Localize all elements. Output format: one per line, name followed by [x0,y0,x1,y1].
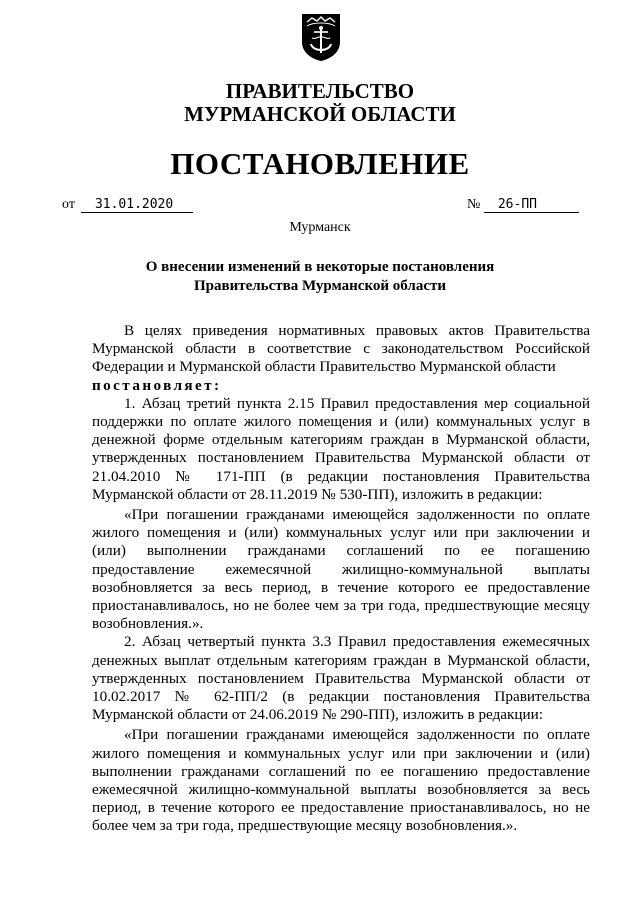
number-value: 26-ПП [484,197,579,213]
date-value: 31.01.2020 [81,197,193,213]
government-name-line2: МУРМАНСКОЙ ОБЛАСТИ [184,102,456,126]
document-type: ПОСТАНОВЛЕНИЕ [170,146,470,181]
document-subject [0,258,640,296]
intro-paragraph [92,322,590,395]
quote-2: «При погашении гражданами имеющейся задолженности по оплате жилого помещения и коммунальных услуг или при заключении и (или) выполнении гражданами соглашений по ее погашению предоставление ежемесячной жилищно-коммунальной выплаты возобновляется за весь период, в течение которого ее предоставление приостанавливалось, но не более чем за три года, предшествующие месяцу возобновления.». [92,726,590,835]
subject-line1: О внесении изменений в некоторые постановления [145,259,495,275]
subject-line2: Правительства Мурманской области [193,278,447,294]
item-2: 2. Абзац четвертый пункта 3.3 Правил предоставления ежемесячных денежных выплат отдельным категориям граждан в Мурманской области, утвержденных постановлением Правительства Мурманской области от 10.02.2017 № 62-ПП/2 (в редакции постановления Правительства Мурманской области от 24.06.2019 № 290-ПП), изложить в редакции: [92,633,590,724]
document-number [467,197,579,213]
item-1: 1. Абзац третий пункта 2.15 Правил предоставления мер социальной поддержки по оплате жилого помещения и (или) коммунальных услуг в денежной форме отдельным категориям граждан в Мурманской области, утвержденных постановлением Правительства Мурманской области от 21.04.2010 № 171-ПП (в редакции постановления Правительства Мурманской области от 28.11.2019 № 530-ПП), изложить в редакции: [92,394,590,503]
date-label: от [62,197,75,212]
document-body [92,322,590,836]
coat-of-arms-icon [299,10,343,62]
intro-text: В целях приведения нормативных правовых актов Правительства Мурманской области в соответствие с законодательством Российской Федерации и Мурманской области Правительство Мурманской области [92,322,590,376]
number-label: № [467,197,481,212]
government-name-line1: ПРАВИТЕЛЬСТВО [225,79,415,103]
quote-1: «При погашении гражданами имеющейся задолженности по оплате жилого помещения и (или) коммунальных услуг или при заключении и (или) выполнении гражданами соглашений по ее погашению предоставление ежемесячной жилищно-коммунальной выплаты возобновляется за весь период, в течение которого ее предоставление приостанавливалось, но не более чем за три года, предшествующие месяцу возобновления.». [92,506,590,633]
government-name [0,80,640,126]
city: Мурманск [289,220,351,235]
document-date [62,197,193,213]
resolves-word: постановляет: [92,376,222,394]
